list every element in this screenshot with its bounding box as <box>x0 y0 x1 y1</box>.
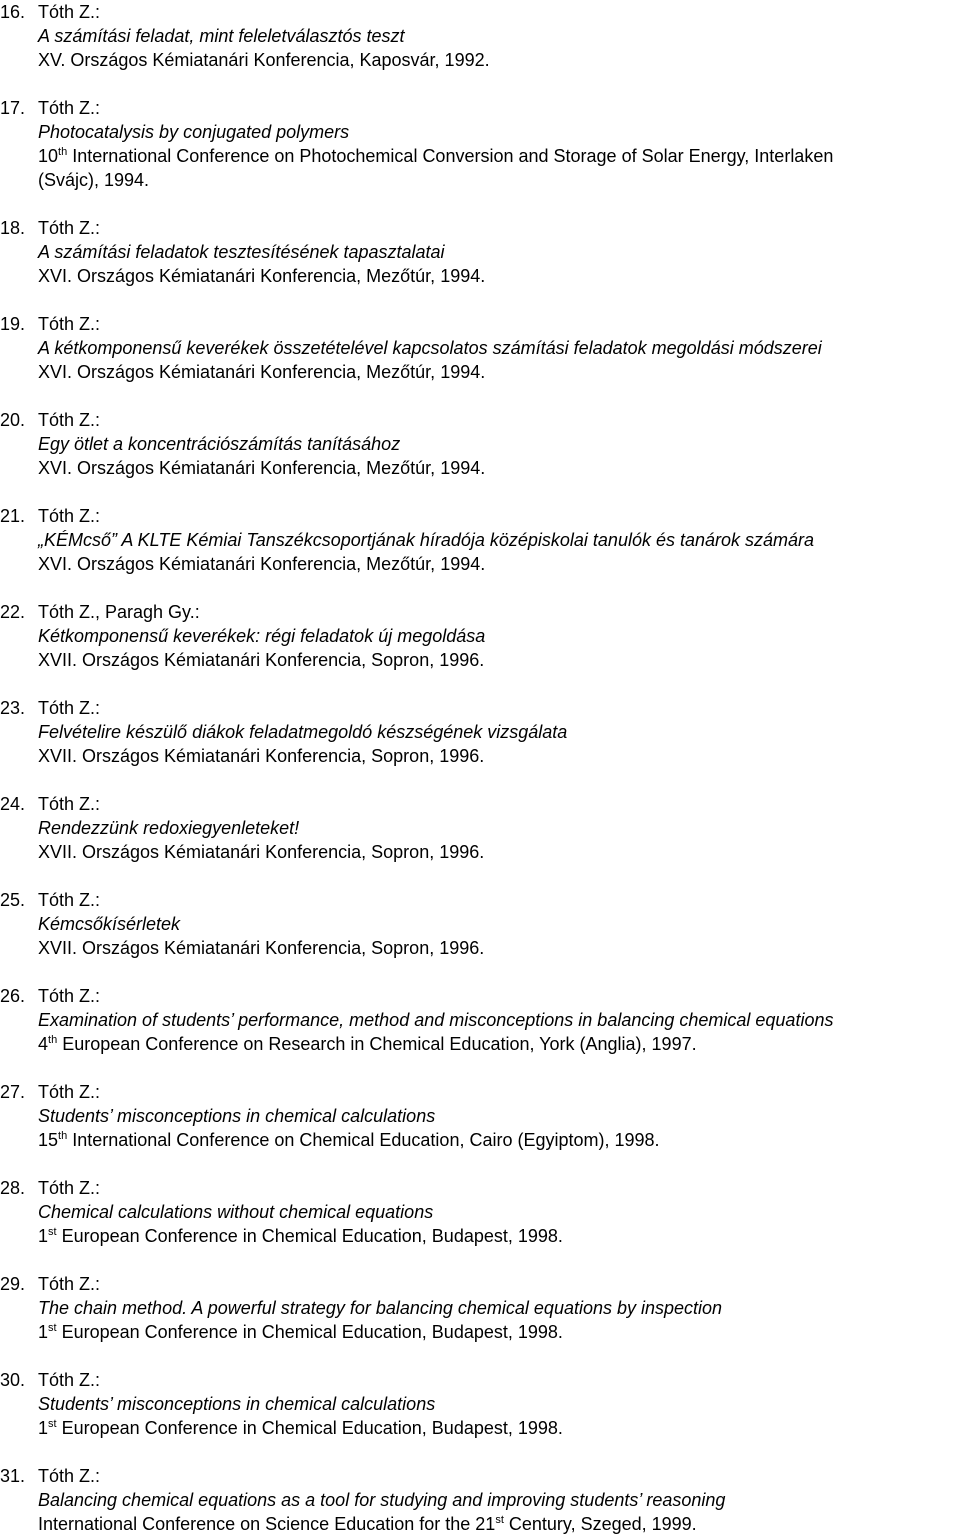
entry-venue <box>0 144 960 168</box>
entry-authors: Tóth Z.: <box>38 1178 101 1198</box>
entry-title: A számítási feladat, mint feleletválasztós teszt <box>38 26 405 46</box>
entry-venue <box>0 1416 960 1440</box>
publication-entry <box>0 1272 960 1344</box>
entry-venue <box>0 1032 960 1056</box>
entry-number: 31. <box>0 1466 26 1486</box>
entry-authors: Tóth Z.: <box>38 1082 101 1102</box>
publication-entry <box>0 1464 960 1536</box>
venue-ordinal-suffix: st <box>48 1226 57 1238</box>
venue-ordinal-suffix: st <box>495 1514 504 1526</box>
entry-authors: Tóth Z., Paragh Gy.: <box>38 602 200 622</box>
publication-entry <box>0 1176 960 1248</box>
venue-ordinal: 1 <box>38 1226 49 1246</box>
entry-title: Photocatalysis by conjugated polymers <box>38 122 350 142</box>
publication-entry <box>0 696 960 768</box>
entry-venue: XVII. Országos Kémiatanári Konferencia, Sopron, 1996. <box>38 938 485 958</box>
venue-ordinal-suffix: th <box>48 1034 58 1046</box>
venue-ordinal-suffix: th <box>58 1130 68 1142</box>
venue-text: European Conference in Chemical Education, Budapest, 1998. <box>56 1322 563 1342</box>
entry-title: Students’ misconceptions in chemical calculations <box>38 1394 436 1414</box>
entry-title: The chain method. A powerful strategy for balancing chemical equations by inspection <box>38 1298 723 1318</box>
entry-number: 16. <box>0 2 26 22</box>
entry-number: 24. <box>0 794 26 814</box>
entry-number: 19. <box>0 314 26 334</box>
entry-authors: Tóth Z.: <box>38 1274 101 1294</box>
entry-title: Balancing chemical equations as a tool for studying and improving students’ reasoning <box>38 1490 726 1510</box>
entry-number: 26. <box>0 986 26 1006</box>
entry-venue: XVII. Országos Kémiatanári Konferencia, Sopron, 1996. <box>38 650 485 670</box>
entry-title: „KÉMcső” A KLTE Kémiai Tanszékcsoportjának híradója középiskolai tanulók és tanárok számára <box>38 530 815 550</box>
venue-ordinal: 15 <box>38 1130 59 1150</box>
entry-title: Kémcsőkísérletek <box>38 914 181 934</box>
venue-text: European Conference in Chemical Education, Budapest, 1998. <box>56 1226 563 1246</box>
entry-number: 23. <box>0 698 26 718</box>
entry-venue <box>0 1512 960 1536</box>
venue-text: International Conference on Photochemical Conversion and Storage of Solar Energy, Interlaken <box>67 146 834 166</box>
entry-venue: XVII. Országos Kémiatanári Konferencia, Sopron, 1996. <box>38 842 485 862</box>
entry-title: A számítási feladatok tesztesítésének tapasztalatai <box>38 242 445 262</box>
venue-text: Century, Szeged, 1999. <box>503 1514 697 1534</box>
entry-number: 20. <box>0 410 26 430</box>
venue-ordinal: 4 <box>38 1034 49 1054</box>
entry-authors: Tóth Z.: <box>38 1370 101 1390</box>
venue-ordinal: 1 <box>38 1418 49 1438</box>
entry-number: 29. <box>0 1274 26 1294</box>
venue-ordinal: 1 <box>38 1322 49 1342</box>
publication-entry <box>0 504 960 576</box>
entry-number: 28. <box>0 1178 26 1198</box>
entry-venue: XVI. Országos Kémiatanári Konferencia, Mezőtúr, 1994. <box>38 266 486 286</box>
entry-authors: Tóth Z.: <box>38 1466 101 1486</box>
entry-title: Kétkomponensű keverékek: régi feladatok új megoldása <box>38 626 486 646</box>
publication-entry <box>0 792 960 864</box>
entry-number: 22. <box>0 602 26 622</box>
entry-number: 30. <box>0 1370 26 1390</box>
entry-title: Chemical calculations without chemical equations <box>38 1202 434 1222</box>
entry-title: A kétkomponensű keverékek összetételével kapcsolatos számítási feladatok megoldási módszerei <box>38 338 822 358</box>
entry-number: 17. <box>0 98 26 118</box>
entry-venue: XVI. Országos Kémiatanári Konferencia, Mezőtúr, 1994. <box>38 458 486 478</box>
entry-authors: Tóth Z.: <box>38 2 101 22</box>
entry-venue: XV. Országos Kémiatanári Konferencia, Kaposvár, 1992. <box>38 50 490 70</box>
entry-venue: XVI. Országos Kémiatanári Konferencia, Mezőtúr, 1994. <box>38 554 486 574</box>
venue-text: International Conference on Chemical Education, Cairo (Egyiptom), 1998. <box>67 1130 660 1150</box>
venue-ordinal-suffix: st <box>48 1418 57 1430</box>
entry-venue <box>0 1224 960 1248</box>
publication-entry <box>0 216 960 288</box>
publication-entry <box>0 888 960 960</box>
entry-venue-continued: (Svájc), 1994. <box>38 170 150 190</box>
publication-entry <box>0 1080 960 1152</box>
publication-entry <box>0 408 960 480</box>
publication-entry <box>0 0 960 72</box>
entry-authors: Tóth Z.: <box>38 218 101 238</box>
venue-text: European Conference in Chemical Education, Budapest, 1998. <box>56 1418 563 1438</box>
venue-ordinal: International Conference on Science Education for the 21 <box>38 1514 496 1534</box>
venue-ordinal-suffix: th <box>58 146 68 158</box>
entry-authors: Tóth Z.: <box>38 314 101 334</box>
venue-ordinal: 10 <box>38 146 59 166</box>
entry-title: Egy ötlet a koncentrációszámítás tanításához <box>38 434 401 454</box>
entry-title: Rendezzünk redoxiegyenleteket! <box>38 818 300 838</box>
entry-title: Students’ misconceptions in chemical calculations <box>38 1106 436 1126</box>
publication-entry <box>0 984 960 1056</box>
entry-authors: Tóth Z.: <box>38 890 101 910</box>
entry-authors: Tóth Z.: <box>38 506 101 526</box>
publication-entry <box>0 1368 960 1440</box>
publication-entry <box>0 312 960 384</box>
venue-ordinal-suffix: st <box>48 1322 57 1334</box>
publication-entry <box>0 600 960 672</box>
entry-title: Felvételire készülő diákok feladatmegoldó készségének vizsgálata <box>38 722 568 742</box>
entry-number: 18. <box>0 218 26 238</box>
entry-authors: Tóth Z.: <box>38 794 101 814</box>
entry-number: 27. <box>0 1082 26 1102</box>
entry-venue: XVI. Országos Kémiatanári Konferencia, Mezőtúr, 1994. <box>38 362 486 382</box>
entry-authors: Tóth Z.: <box>38 98 101 118</box>
entry-authors: Tóth Z.: <box>38 410 101 430</box>
entry-authors: Tóth Z.: <box>38 986 101 1006</box>
publication-entry <box>0 96 960 192</box>
entry-number: 21. <box>0 506 26 526</box>
venue-text: European Conference on Research in Chemical Education, York (Anglia), 1997. <box>57 1034 697 1054</box>
entry-title: Examination of students’ performance, method and misconceptions in balancing chemical equations <box>38 1010 834 1030</box>
entry-venue <box>0 1320 960 1344</box>
entry-authors: Tóth Z.: <box>38 698 101 718</box>
entry-number: 25. <box>0 890 26 910</box>
entry-venue: XVII. Országos Kémiatanári Konferencia, Sopron, 1996. <box>38 746 485 766</box>
entry-venue <box>0 1128 960 1152</box>
